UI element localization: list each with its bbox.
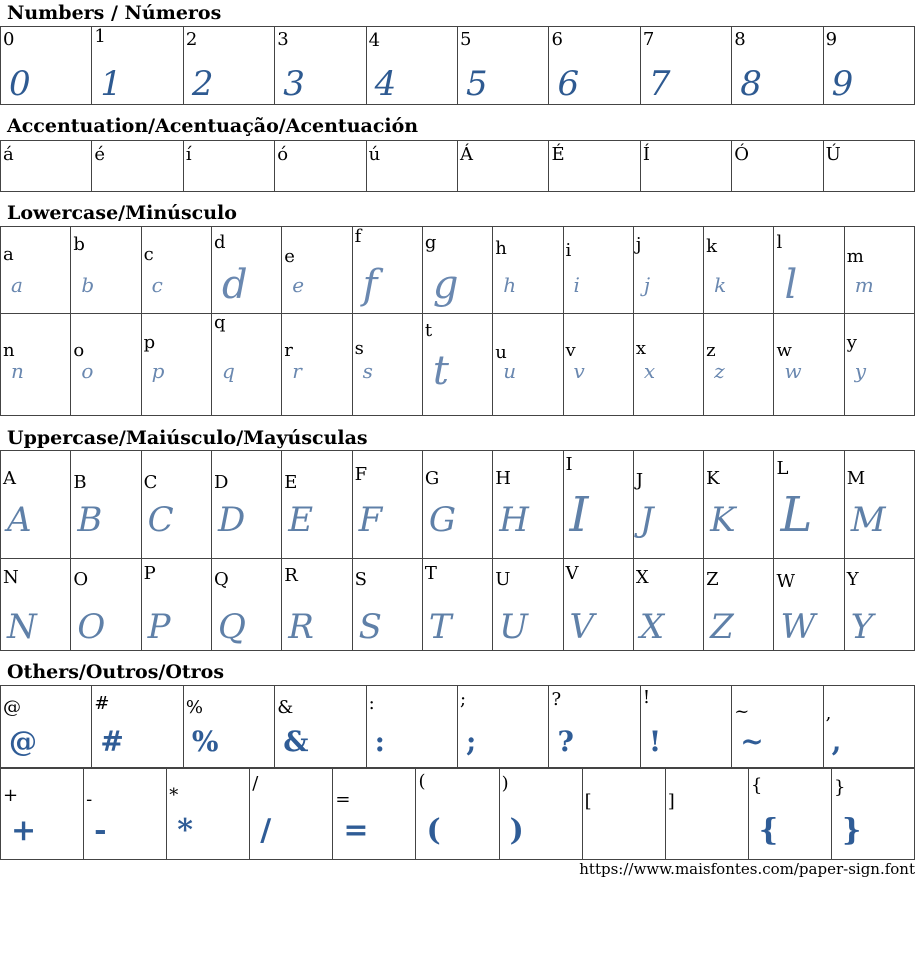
font-sample-glyph: R: [288, 607, 314, 647]
char-cell: [634, 451, 704, 559]
char-cell: [282, 227, 352, 314]
char-label: á: [3, 144, 14, 165]
font-sample-glyph: =: [343, 813, 369, 848]
section-title-numbers: Numbers / Números: [7, 2, 222, 24]
char-cell: [353, 227, 423, 314]
char-label: ~: [734, 701, 750, 722]
char-label: 1: [94, 27, 106, 47]
char-label: w: [776, 340, 792, 361]
char-label: F: [354, 464, 368, 485]
char-label: :: [368, 693, 375, 714]
char-cell: [500, 768, 583, 860]
font-sample-glyph: O: [77, 607, 106, 647]
char-label: *: [169, 785, 179, 806]
font-sample-glyph: V: [569, 607, 595, 647]
char-label: @: [3, 697, 21, 718]
char-cell: [704, 558, 774, 651]
char-label: É: [551, 144, 565, 165]
font-sample-glyph: }: [841, 813, 862, 848]
lowercase-grid-row-1: [0, 226, 915, 314]
char-cell: [549, 686, 640, 769]
char-cell: [641, 27, 732, 105]
font-sample-glyph: o: [81, 359, 94, 383]
char-cell: [282, 451, 352, 559]
char-cell: [549, 27, 640, 105]
font-sample-glyph: l: [784, 262, 798, 308]
char-cell: [824, 141, 915, 192]
char-cell: [749, 768, 832, 860]
char-label: J: [635, 470, 644, 491]
char-cell: [353, 558, 423, 651]
char-cell: [774, 558, 844, 651]
accents-grid: [0, 140, 915, 192]
char-label: O: [73, 569, 89, 590]
char-cell: [212, 313, 282, 416]
font-sample-glyph: +: [11, 813, 37, 848]
char-label: [: [584, 791, 592, 812]
font-sample-glyph: 8: [740, 64, 762, 104]
char-cell: [564, 227, 634, 314]
font-sample-glyph: y: [854, 359, 867, 383]
font-sample-glyph: w: [784, 359, 802, 383]
font-sample-glyph: u: [503, 359, 517, 383]
font-sample-glyph: G: [428, 500, 457, 540]
font-sample-glyph: ;: [466, 725, 477, 758]
lowercase-grid-row-2: [0, 313, 915, 416]
char-label: ú: [368, 144, 381, 165]
char-cell: [333, 768, 416, 860]
char-cell: [493, 227, 563, 314]
section-title-others: Others/Outros/Otros: [7, 661, 225, 683]
char-label: C: [143, 472, 158, 493]
font-sample-glyph: 2: [191, 64, 214, 104]
font-sample-glyph: 9: [831, 64, 854, 104]
font-sample-glyph: J: [639, 500, 654, 540]
char-cell: [732, 141, 823, 192]
char-cell: [92, 686, 183, 769]
char-cell: [84, 768, 167, 860]
char-cell: [71, 558, 141, 651]
char-cell: [71, 313, 141, 416]
char-cell: [458, 686, 549, 769]
char-cell: [634, 313, 704, 416]
font-sample-glyph: r: [292, 359, 302, 383]
font-sample-glyph: q: [221, 359, 235, 383]
char-label: l: [776, 232, 783, 253]
char-cell: [564, 558, 634, 651]
char-label: 4: [368, 30, 381, 51]
char-label: o: [73, 340, 85, 361]
font-sample-glyph: ~: [740, 725, 764, 758]
char-label: 9: [825, 29, 838, 50]
char-cell: [212, 558, 282, 651]
char-cell: [634, 227, 704, 314]
char-label: ó: [277, 144, 289, 165]
char-cell: [458, 141, 549, 192]
char-label: !: [642, 687, 651, 708]
char-label: 3: [277, 29, 289, 50]
char-label: Í: [642, 144, 650, 165]
char-cell: [367, 686, 458, 769]
char-cell: [549, 141, 640, 192]
char-label: S: [354, 569, 367, 590]
char-cell: [1, 768, 84, 860]
char-cell: [1, 27, 92, 105]
char-label: r: [284, 340, 293, 361]
char-cell: [1, 141, 92, 192]
char-cell: [353, 313, 423, 416]
font-sample-glyph: /: [260, 813, 272, 848]
font-sample-glyph: z: [714, 359, 725, 383]
char-label: f: [354, 227, 362, 247]
char-label: A: [3, 468, 16, 489]
char-label: 0: [3, 29, 15, 50]
font-sample-glyph: F: [358, 500, 383, 540]
char-label: Ó: [734, 144, 750, 165]
char-label: (: [418, 771, 426, 792]
char-label: G: [424, 468, 440, 489]
uppercase-grid-row-1: [0, 450, 915, 559]
char-label: z: [706, 340, 716, 361]
font-sample-glyph: W: [780, 607, 816, 647]
char-label: Á: [460, 144, 474, 165]
char-cell: [282, 313, 352, 416]
char-label: R: [284, 565, 298, 586]
font-sample-glyph: a: [11, 273, 23, 297]
char-label: b: [73, 234, 85, 255]
char-label: Y: [846, 569, 859, 590]
font-sample-glyph: h: [503, 273, 517, 297]
char-label: p: [143, 332, 156, 353]
char-cell: [367, 141, 458, 192]
char-label: W: [776, 571, 795, 592]
char-cell: [1, 227, 71, 314]
char-cell: [832, 768, 915, 860]
char-cell: [704, 451, 774, 559]
char-label: 5: [460, 29, 472, 50]
font-sample-glyph: ): [509, 813, 524, 848]
font-sample-glyph: i: [573, 273, 580, 297]
font-sample-glyph: C: [147, 500, 174, 540]
char-label: =: [335, 789, 351, 810]
char-cell: [212, 227, 282, 314]
char-cell: [493, 558, 563, 651]
font-sample-glyph: c: [151, 273, 163, 297]
font-sample-glyph: N: [7, 607, 37, 647]
font-sample-glyph: 3: [283, 64, 305, 104]
char-label: -: [86, 789, 93, 810]
char-label: k: [706, 236, 718, 257]
char-cell: [423, 227, 493, 314]
char-cell: [458, 27, 549, 105]
char-label: L: [776, 458, 789, 479]
font-sample-glyph: d: [221, 262, 248, 308]
char-cell: [353, 451, 423, 559]
char-cell: [71, 227, 141, 314]
char-cell: [92, 141, 183, 192]
font-sample-glyph: 0: [9, 64, 31, 104]
char-cell: [1, 451, 71, 559]
uppercase-grid-row-2: [0, 558, 915, 651]
char-label: Ú: [825, 144, 841, 165]
char-cell: [1, 558, 71, 651]
char-cell: [824, 686, 915, 769]
char-label: y: [846, 332, 857, 353]
char-cell: [423, 451, 493, 559]
char-cell: [493, 451, 563, 559]
font-sample-glyph: m: [854, 273, 874, 297]
char-label: K: [706, 468, 720, 489]
char-cell: [774, 451, 844, 559]
others-grid-row-1: [0, 685, 915, 769]
char-cell: [564, 451, 634, 559]
char-label: s: [354, 338, 364, 359]
others-grid-row-2: [0, 767, 915, 860]
char-label: ,: [825, 703, 832, 724]
font-sample-glyph: @: [9, 725, 37, 758]
char-cell: [184, 27, 275, 105]
font-sample-glyph: %: [191, 725, 219, 758]
char-label: &: [277, 697, 294, 718]
font-sample-glyph: A: [7, 500, 32, 540]
char-cell: [583, 768, 666, 860]
font-sample-glyph: 6: [557, 64, 580, 104]
font-sample-glyph: M: [850, 500, 886, 540]
char-label: í: [185, 144, 192, 165]
char-label: ): [501, 773, 509, 794]
char-cell: [212, 451, 282, 559]
font-sample-glyph: (: [426, 813, 441, 848]
char-cell: [1, 686, 92, 769]
numbers-grid: [0, 26, 915, 105]
font-sample-glyph: B: [77, 500, 103, 540]
char-cell: [704, 227, 774, 314]
char-label: i: [565, 240, 572, 261]
char-label: M: [846, 468, 866, 489]
char-label: }: [833, 777, 846, 798]
font-sample-glyph: g: [432, 262, 459, 308]
char-label: 8: [734, 29, 746, 50]
char-label: 2: [185, 29, 198, 50]
char-cell: [641, 141, 732, 192]
font-sample-glyph: S: [358, 607, 382, 647]
font-sample-glyph: 1: [100, 64, 123, 104]
char-cell: [666, 768, 749, 860]
font-sample-glyph: e: [292, 273, 305, 297]
font-sample-glyph: E: [288, 500, 314, 540]
char-label: e: [284, 246, 295, 267]
char-label: a: [3, 244, 14, 265]
font-sample-glyph: -: [94, 813, 107, 848]
char-cell: [142, 313, 212, 416]
char-cell: [845, 558, 915, 651]
font-sample-glyph: I: [569, 487, 589, 543]
char-cell: [732, 686, 823, 769]
font-sample-glyph: b: [81, 273, 95, 297]
char-label: B: [73, 472, 87, 493]
char-label: I: [565, 454, 573, 475]
font-sample-glyph: {: [758, 813, 779, 848]
char-label: u: [495, 342, 507, 363]
char-cell: [275, 141, 366, 192]
char-label: Q: [213, 569, 229, 590]
section-title-uppercase: Uppercase/Maiúsculo/Mayúsculas: [7, 427, 368, 449]
char-label: g: [424, 232, 437, 253]
char-label: /: [252, 773, 259, 794]
font-sample-glyph: &: [283, 725, 309, 758]
char-label: P: [143, 563, 156, 584]
char-cell: [367, 27, 458, 105]
font-sample-glyph: Z: [710, 607, 734, 647]
char-cell: [282, 558, 352, 651]
char-label: ]: [667, 791, 675, 812]
font-sample-glyph: D: [217, 500, 246, 540]
font-sample-glyph: f: [362, 262, 378, 308]
char-cell: [774, 227, 844, 314]
char-cell: [71, 451, 141, 559]
char-cell: [167, 768, 250, 860]
section-title-lowercase: Lowercase/Minúsculo: [7, 202, 237, 224]
font-sample-glyph: Q: [217, 607, 246, 647]
font-sample-glyph: k: [714, 273, 727, 297]
char-label: E: [284, 472, 298, 493]
char-cell: [184, 141, 275, 192]
font-sample-glyph: :: [374, 725, 385, 758]
char-label: X: [635, 567, 649, 588]
char-label: 6: [551, 29, 563, 50]
char-label: v: [565, 340, 576, 361]
font-sample-glyph: ,: [831, 725, 842, 758]
char-label: x: [635, 338, 646, 359]
char-cell: [845, 227, 915, 314]
char-label: c: [143, 244, 154, 265]
char-label: é: [94, 144, 106, 165]
char-cell: [845, 451, 915, 559]
char-cell: [184, 686, 275, 769]
char-label: V: [565, 563, 579, 584]
font-sample-glyph: x: [643, 359, 656, 383]
font-sample-glyph: H: [499, 500, 529, 540]
char-cell: [845, 313, 915, 416]
char-label: j: [635, 234, 642, 255]
font-sample-glyph: p: [151, 359, 165, 383]
char-cell: [250, 768, 333, 860]
char-label: h: [495, 238, 507, 259]
char-cell: [142, 558, 212, 651]
char-label: m: [846, 246, 864, 267]
char-label: T: [424, 563, 437, 584]
char-label: {: [750, 775, 763, 796]
char-label: +: [3, 785, 19, 806]
char-cell: [275, 686, 366, 769]
char-label: ?: [551, 689, 562, 710]
char-cell: [824, 27, 915, 105]
font-sample-glyph: T: [428, 607, 452, 647]
font-sample-glyph: U: [499, 607, 528, 647]
font-sample-glyph: X: [639, 607, 665, 647]
font-sample-glyph: t: [432, 348, 449, 394]
char-cell: [493, 313, 563, 416]
char-cell: [732, 27, 823, 105]
font-sample-glyph: 7: [648, 64, 671, 104]
font-sample-glyph: K: [710, 500, 736, 540]
char-cell: [423, 313, 493, 416]
char-cell: [416, 768, 499, 860]
char-label: H: [495, 468, 511, 489]
font-sample-glyph: v: [573, 359, 585, 383]
font-sample-glyph: 5: [466, 64, 488, 104]
char-cell: [423, 558, 493, 651]
char-cell: [142, 227, 212, 314]
char-label: ;: [460, 689, 467, 710]
char-cell: [1, 313, 71, 416]
char-cell: [92, 27, 183, 105]
font-sample-glyph: *: [177, 813, 193, 848]
char-cell: [774, 313, 844, 416]
font-sample-glyph: Y: [850, 607, 874, 647]
char-label: %: [185, 697, 203, 718]
char-cell: [641, 686, 732, 769]
char-label: t: [424, 320, 433, 341]
char-cell: [275, 27, 366, 105]
char-cell: [704, 313, 774, 416]
char-label: N: [3, 567, 19, 588]
char-label: n: [3, 340, 15, 361]
char-label: q: [213, 313, 226, 333]
char-label: Z: [706, 569, 719, 590]
font-sample-glyph: s: [362, 359, 373, 383]
char-label: d: [213, 232, 226, 253]
font-sample-glyph: j: [643, 273, 651, 297]
font-sample-glyph: 4: [374, 64, 397, 104]
font-sample-glyph: n: [11, 359, 24, 383]
source-url: https://www.maisfontes.com/paper-sign.font: [579, 860, 915, 878]
char-label: U: [495, 569, 511, 590]
char-cell: [564, 313, 634, 416]
font-sample-glyph: L: [780, 487, 813, 543]
char-label: D: [213, 472, 229, 493]
font-sample-glyph: P: [147, 607, 171, 647]
font-sample-glyph: !: [648, 725, 662, 758]
char-cell: [634, 558, 704, 651]
font-sample-glyph: #: [100, 725, 124, 758]
char-label: 7: [642, 29, 655, 50]
font-sample-glyph: ?: [557, 725, 574, 758]
section-title-accents: Accentuation/Acentuação/Acentuación: [7, 115, 419, 137]
char-cell: [142, 451, 212, 559]
char-label: #: [94, 693, 110, 714]
